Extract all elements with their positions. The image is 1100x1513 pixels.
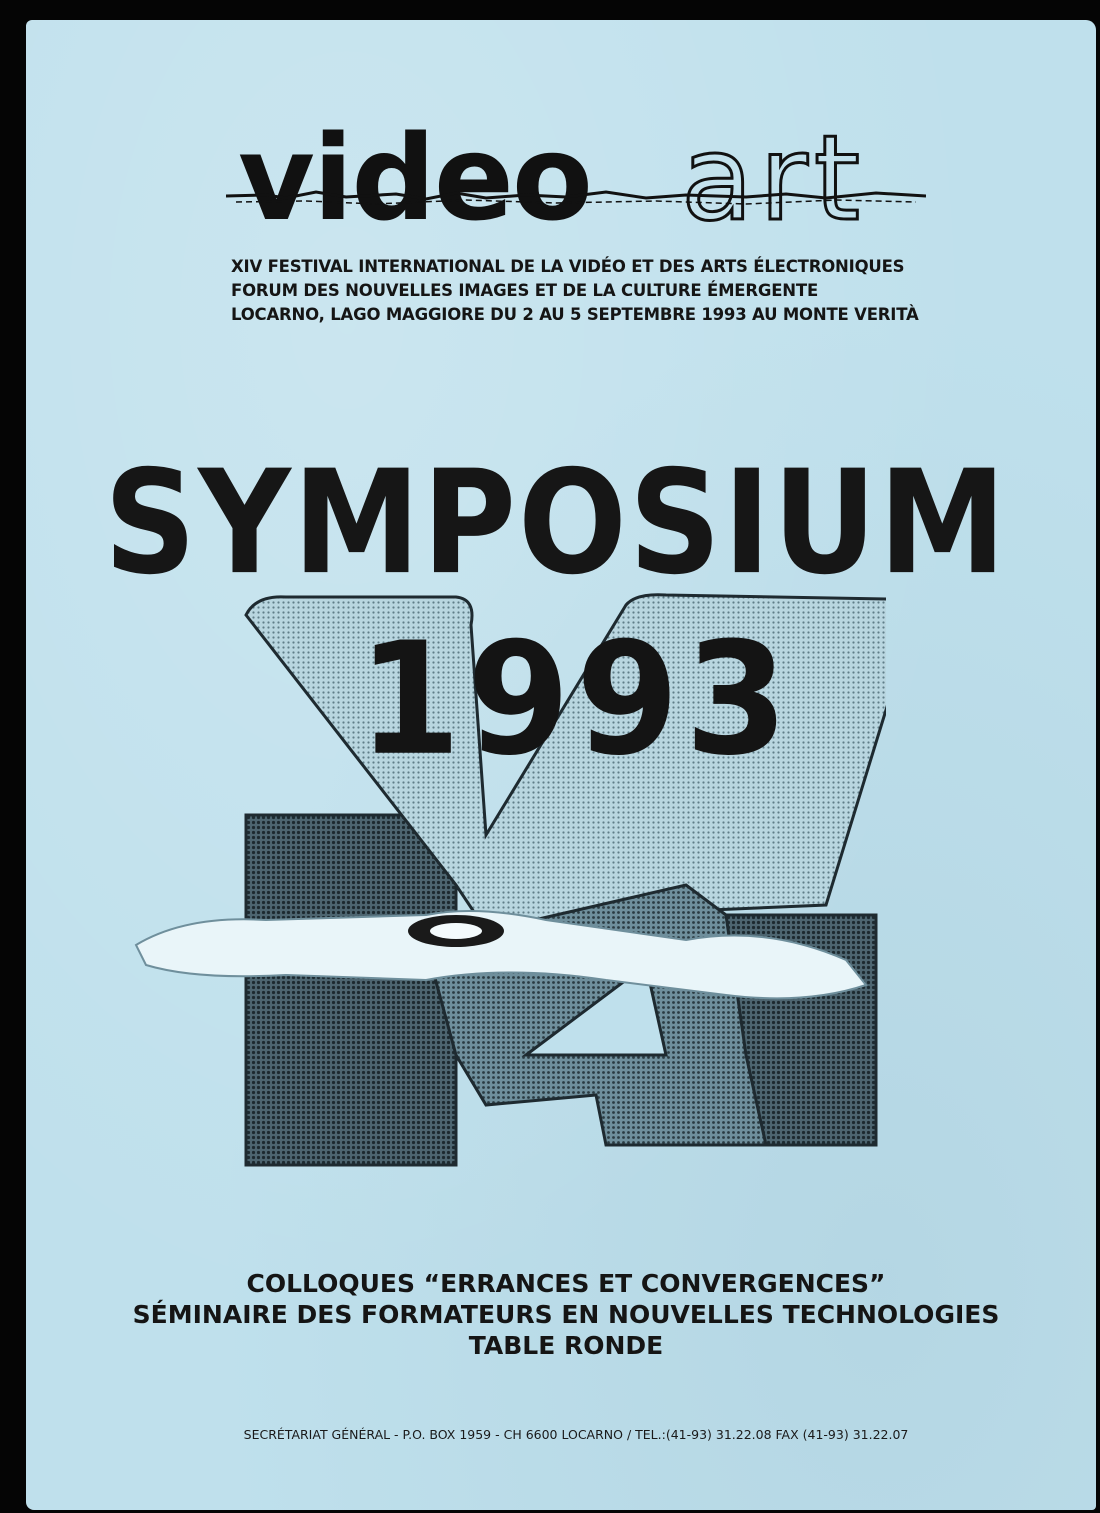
sessions-list — [106, 1268, 1026, 1361]
festival-line-3: LOCARNO, LAGO MAGGIORE DU 2 AU 5 SEPTEMBRE 1993 AU MONTE VERITÀ — [231, 305, 919, 324]
contact-line: SECRÉTARIAT GÉNÉRAL - P.O. BOX 1959 - CH 6600 LOCARNO / TEL.:(41-93) 31.22.08 FAX (41-93) 31.22.07 — [243, 1427, 909, 1442]
logo-word-art: art — [681, 109, 867, 247]
artwork-block-left — [246, 815, 456, 1165]
logo-word-video: video — [238, 109, 591, 247]
session-line-1: COLLOQUES “ERRANCES ET CONVERGENCES” — [246, 1269, 886, 1298]
video-art-logo — [226, 109, 926, 248]
session-line-3: TABLE RONDE — [468, 1331, 664, 1360]
artwork-light-oval — [430, 923, 482, 939]
festival-info — [231, 255, 931, 327]
festival-line-2: FORUM DES NOUVELLES IMAGES ET DE LA CULTURE ÉMERGENTE — [231, 281, 819, 300]
session-line-2: SÉMINAIRE DES FORMATEURS EN NOUVELLES TECHNOLOGIES — [132, 1300, 1000, 1329]
scanline-decoration — [226, 180, 926, 210]
brochure-cover — [26, 20, 1096, 1510]
symposium-year: 1993 — [358, 608, 794, 790]
festival-line-1: XIV FESTIVAL INTERNATIONAL DE LA VIDÉO ET DES ARTS ÉLECTRONIQUES — [231, 257, 905, 276]
symposium-title: SYMPOSIUM — [104, 440, 1008, 607]
